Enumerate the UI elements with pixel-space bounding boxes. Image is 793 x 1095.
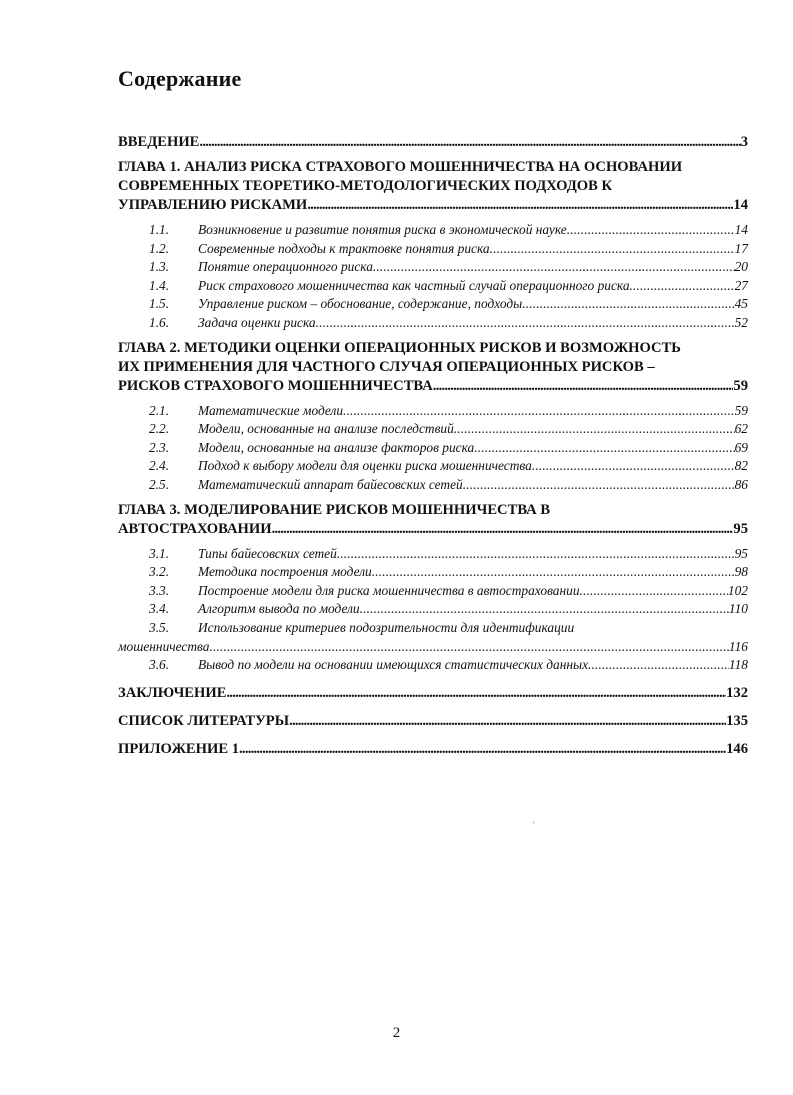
toc-entry-page: 69 (734, 439, 748, 455)
section-number: 2.3. (149, 439, 170, 455)
toc-entry-2-2[interactable] (118, 420, 748, 439)
toc-entry-3-3[interactable] (118, 582, 748, 601)
section-number: 1.3. (149, 259, 170, 275)
dot-leader (433, 377, 734, 396)
toc-entry-2-1[interactable] (118, 402, 748, 421)
toc-entry-text: УПРАВЛЕНИЮ РИСКАМИ (118, 197, 308, 213)
toc-entry-1-1[interactable] (118, 221, 748, 240)
toc-entry-text: Задача оценки риска (198, 314, 316, 330)
dot-leader (580, 582, 728, 601)
section-number: 1.5. (149, 296, 170, 312)
dot-leader (199, 133, 740, 152)
dot-leader (307, 196, 733, 215)
table-of-contents (118, 133, 748, 759)
toc-entry-text: Вывод по модели на основании имеющихся статистических данных (198, 657, 589, 673)
chapter-heading-line: ГЛАВА 2. МЕТОДИКИ ОЦЕНКИ ОПЕРАЦИОННЫХ РИСКОВ И ВОЗМОЖНОСТЬ (118, 339, 681, 356)
toc-entry-conclusion[interactable] (118, 684, 748, 703)
toc-entry-text: ПРИЛОЖЕНИЕ 1 (118, 740, 240, 757)
dot-leader (373, 258, 735, 277)
toc-entry-1-5[interactable] (118, 295, 748, 314)
chapter-heading-line: СОВРЕМЕННЫХ ТЕОРЕТИКО-МЕТОДОЛОГИЧЕСКИХ ПОДХОДОВ К (118, 178, 613, 194)
toc-entry-3-5-line1[interactable] (118, 619, 748, 638)
dot-leader (474, 439, 734, 458)
page-title: Содержание (118, 66, 242, 91)
dot-leader (316, 314, 735, 333)
toc-entry-page: 27 (734, 277, 748, 293)
toc-entry-page: 116 (728, 638, 748, 654)
toc-entry-page: 62 (734, 421, 748, 437)
dot-leader (532, 457, 735, 476)
section-number: 3.5. (149, 619, 170, 635)
dot-leader (272, 520, 734, 539)
section-number: 3.6. (149, 657, 170, 673)
toc-chapter-1 (118, 158, 748, 333)
toc-entry-page: 20 (734, 259, 748, 275)
page-number: 2 (392, 1025, 401, 1041)
toc-entry-page: 3 (740, 134, 748, 150)
toc-entry-3-2[interactable] (118, 563, 748, 582)
toc-chapter-2 (118, 339, 748, 495)
dot-leader (343, 402, 735, 421)
dot-leader (226, 684, 726, 703)
toc-entry-2-5[interactable] (118, 476, 748, 495)
toc-entry-page: 146 (726, 740, 748, 757)
toc-entry-3-5[interactable] (118, 638, 748, 657)
toc-chapter-3 (118, 501, 748, 675)
chapter-heading-line: ГЛАВА 1. АНАЛИЗ РИСКА СТРАХОВОГО МОШЕННИЧЕСТВА НА ОСНОВАНИИ (118, 159, 683, 175)
toc-entry-page: 82 (734, 458, 748, 474)
dot-leader (454, 420, 735, 439)
toc-entry-page: 14 (734, 222, 748, 237)
toc-entry-text: ВВЕДЕНИЕ (118, 134, 200, 150)
toc-entry-text: Риск страхового мошенничества как частный случай операционного риска (198, 277, 630, 293)
toc-entry-text: АВТОСТРАХОВАНИИ (118, 520, 272, 537)
dot-leader (209, 638, 728, 657)
scan-speck: ' (533, 820, 535, 830)
toc-entry-1-2[interactable] (118, 240, 748, 259)
section-number: 2.4. (149, 458, 170, 474)
toc-entry-text: Алгоритм вывода по модели (198, 601, 360, 617)
toc-entry-page: 17 (734, 240, 748, 256)
toc-entry-text: мошенничества (118, 638, 210, 654)
section-number: 1.2. (149, 240, 170, 256)
toc-entry-text: Построение модели для риска мошенничества в автостраховании (198, 582, 580, 598)
toc-entry-page: 98 (734, 564, 748, 580)
toc-entry-text: Математические модели (198, 402, 344, 418)
dot-leader (522, 295, 734, 314)
toc-entry-text: Современные подходы к трактовке понятия риска (198, 240, 490, 256)
section-number: 2.5. (149, 476, 170, 492)
toc-entry-page: 132 (726, 684, 748, 701)
toc-entry-text: Методика построения модели (198, 564, 372, 580)
toc-entry-chapter-2[interactable] (118, 377, 748, 396)
section-number: 3.1. (149, 545, 170, 561)
toc-entry-3-1[interactable] (118, 545, 748, 564)
toc-entry-1-4[interactable] (118, 277, 748, 296)
toc-entry-3-6[interactable] (118, 656, 748, 675)
toc-entry-text: СПИСОК ЛИТЕРАТУРЫ (118, 712, 290, 729)
toc-entry-text: Понятие операционного риска (198, 259, 373, 275)
dot-leader (567, 221, 735, 240)
dot-leader (360, 600, 729, 619)
section-number: 2.1. (149, 402, 170, 418)
toc-entry-page: 102 (727, 582, 748, 598)
toc-entry-2-3[interactable] (118, 439, 748, 458)
toc-entry-text: ЗАКЛЮЧЕНИЕ (118, 684, 227, 701)
chapter-heading-line: ИХ ПРИМЕНЕНИЯ ДЛЯ ЧАСТНОГО СЛУЧАЯ ОПЕРАЦИОННЫХ РИСКОВ – (118, 358, 655, 375)
toc-entry-text: Управление риском – обоснование, содержание, подходы (198, 296, 523, 312)
toc-entry-text: Модели, основанные на анализе факторов риска (198, 439, 475, 455)
toc-entry-page: 95 (733, 520, 748, 537)
toc-entry-page: 110 (728, 601, 748, 617)
toc-entry-intro[interactable] (118, 133, 748, 152)
toc-entry-page: 135 (726, 712, 748, 729)
dot-leader (337, 545, 735, 564)
toc-entry-chapter-1[interactable] (118, 196, 748, 215)
toc-entry-page: 52 (734, 314, 748, 330)
dot-leader (463, 476, 735, 495)
section-number: 3.3. (149, 582, 170, 598)
chapter-heading-line: ГЛАВА 3. МОДЕЛИРОВАНИЕ РИСКОВ МОШЕННИЧЕСТВА В (118, 501, 551, 518)
toc-entry-2-4[interactable] (118, 457, 748, 476)
dot-leader (239, 740, 726, 759)
toc-entry-page: 118 (728, 657, 748, 673)
toc-entry-references[interactable] (118, 712, 748, 731)
section-number: 1.4. (149, 277, 170, 293)
toc-entry-page: 14 (733, 197, 748, 213)
dot-leader (588, 656, 729, 675)
section-number: 1.1. (149, 222, 170, 237)
dot-leader (630, 277, 735, 296)
section-number: 3.2. (149, 564, 170, 580)
toc-entry-text: Использование критериев подозрительности для идентификации (198, 619, 575, 635)
section-number: 3.4. (149, 601, 170, 617)
toc-entry-text: Модели, основанные на анализе последствий (198, 421, 454, 437)
toc-entry-text: Подход к выбору модели для оценки риска мошенничества (198, 458, 532, 474)
toc-entry-1-6[interactable] (118, 314, 748, 333)
toc-entry-page: 45 (734, 296, 748, 312)
toc-entry-3-4[interactable] (118, 600, 748, 619)
toc-entry-1-3[interactable] (118, 258, 748, 277)
toc-entry-page: 59 (734, 402, 748, 418)
toc-entry-page: 95 (734, 545, 748, 561)
toc-entry-text: Типы байесовских сетей (198, 545, 337, 561)
toc-entry-appendix[interactable] (118, 740, 748, 759)
toc-entry-page: 59 (733, 377, 748, 394)
toc-entry-text: Возникновение и развитие понятия риска в экономической науке (198, 222, 567, 237)
toc-entry-chapter-3[interactable] (118, 520, 748, 539)
dot-leader (372, 563, 735, 582)
dot-leader (289, 712, 726, 731)
dot-leader (490, 240, 735, 259)
toc-entry-text: Математический аппарат байесовских сетей (198, 476, 463, 492)
section-number: 2.2. (149, 421, 170, 437)
toc-entry-text: РИСКОВ СТРАХОВОГО МОШЕННИЧЕСТВА (118, 377, 433, 394)
section-number: 1.6. (149, 314, 170, 330)
toc-entry-page: 86 (734, 476, 748, 492)
